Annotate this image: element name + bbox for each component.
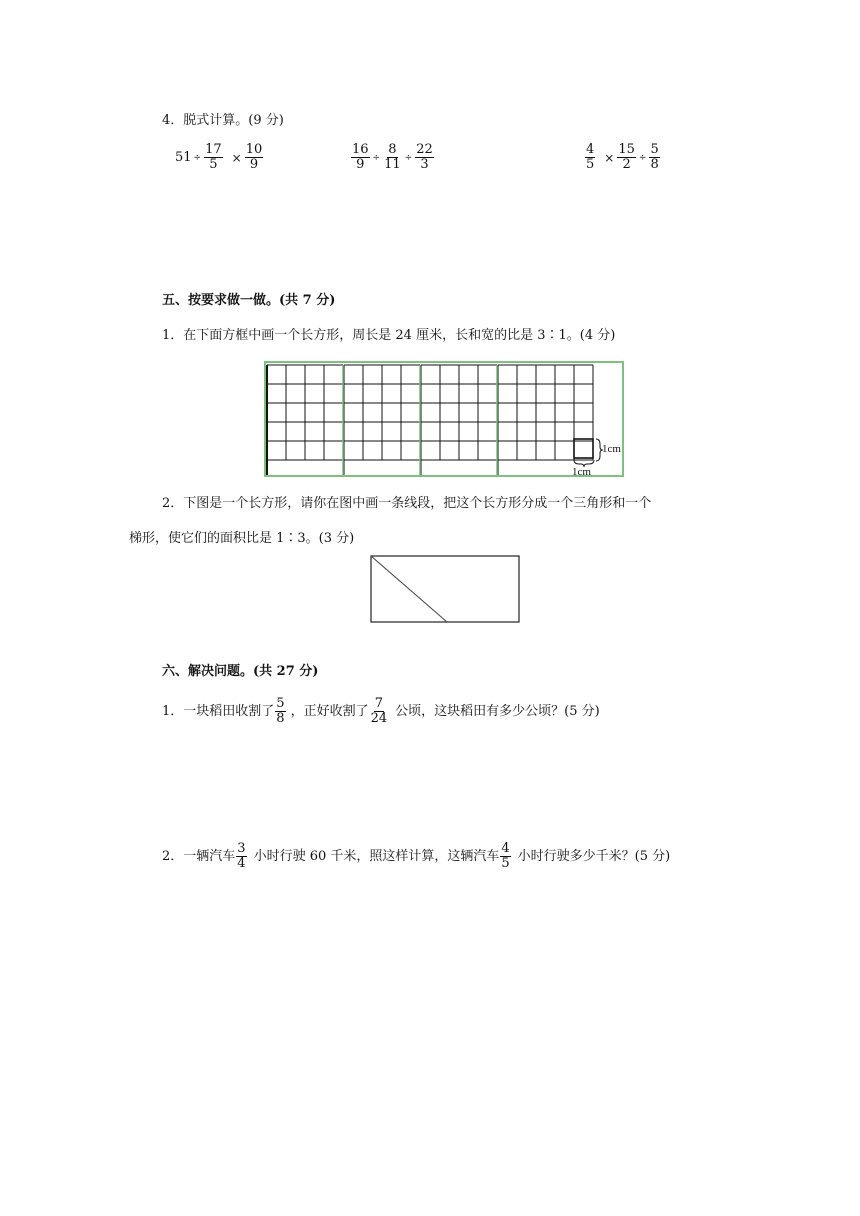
question-text: 下图是一个长方形，请你在图中画一条线段，把这个长方形分成一个三角形和一个 — [183, 496, 652, 511]
question-number: 4． — [162, 113, 184, 128]
height-unit-label: 1cm — [602, 443, 621, 455]
fraction: $\frac{4}{5}$ — [586, 142, 595, 172]
question-number: 1． — [162, 328, 184, 343]
question-text-part: 小时行驶多少千米？(5 分) — [517, 848, 671, 864]
fraction: $\frac{4}{5}$ — [501, 841, 510, 871]
fraction: $\frac{7}{24}$ — [370, 696, 388, 726]
fraction: $\frac{5}{8}$ — [276, 696, 285, 726]
question-text-part: 一辆汽车 — [183, 848, 236, 864]
part-5-question-1 — [162, 327, 615, 345]
fraction: $\frac{5}{8}$ — [650, 142, 659, 172]
question-text: 在下面方框中画一个长方形，周长是 24 厘米，长和宽的比是 3∶1。(4 分) — [183, 328, 616, 343]
calc-expression-2 — [350, 143, 435, 172]
question-text-part: 公顷，这块稻田有多少公顷？(5 分) — [395, 703, 600, 719]
rectangle-outline — [371, 556, 519, 622]
calc-expression-3 — [584, 143, 661, 172]
grid-frame — [265, 362, 623, 476]
diagonal-line-segment — [371, 556, 447, 622]
divide-sign: ÷ — [372, 152, 381, 163]
question-text-part: ，正好收割了 — [290, 703, 369, 719]
rectangle-figure[interactable] — [368, 554, 522, 624]
fraction: $\frac{8}{11}$ — [384, 142, 401, 172]
fraction: $\frac{16}{9}$ — [352, 142, 369, 172]
question-number: 2． — [162, 848, 184, 864]
question-number: 2． — [162, 496, 184, 511]
divide-sign: ÷ — [404, 152, 413, 163]
question-text-part: 一块稻田收割了 — [183, 703, 275, 719]
drawing-grid[interactable] — [264, 361, 628, 479]
calc-expression-1 — [175, 143, 264, 172]
section-4-heading — [162, 112, 284, 130]
part-5-question-2 — [162, 495, 651, 513]
width-unit-label: 1cm — [572, 466, 591, 478]
part-6-title: 六、解决问题。(共 27 分) — [162, 664, 319, 679]
fraction: $\frac{15}{2}$ — [618, 142, 635, 172]
question-text: 脱式计算。(9 分) — [183, 113, 284, 128]
question-text-part: 小时行驶 60 千米，照这样计算，这辆汽车 — [253, 848, 500, 864]
times-sign: × — [604, 150, 615, 165]
part-6-question-2 — [162, 842, 670, 871]
times-sign: × — [231, 150, 242, 165]
integer: 51 — [175, 150, 192, 165]
part-6-question-1 — [162, 697, 600, 726]
fraction: $\frac{10}{9}$ — [245, 142, 263, 172]
fraction: $\frac{3}{4}$ — [237, 841, 246, 871]
fraction: $\frac{22}{3}$ — [416, 142, 433, 172]
fraction: $\frac{17}{5}$ — [205, 142, 222, 172]
question-number: 1． — [162, 703, 184, 719]
part-5-question-2-continued: 梯形，使它们的面积比是 1∶3。(3 分) — [129, 531, 355, 546]
part-5-title: 五、按要求做一做。(共 7 分) — [162, 293, 336, 308]
divide-sign: ÷ — [193, 152, 202, 163]
divide-sign: ÷ — [638, 152, 647, 163]
